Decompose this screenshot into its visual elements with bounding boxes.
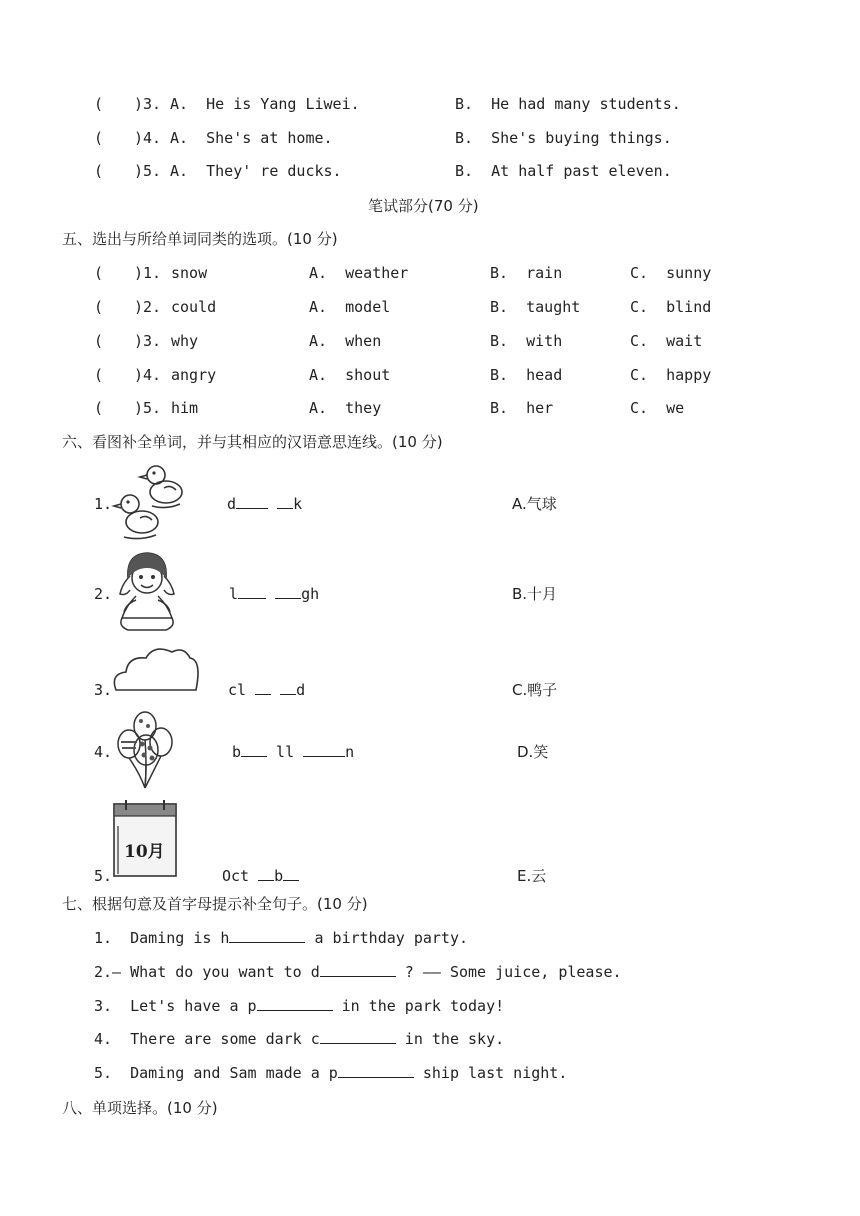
option-a: A. He is Yang Liwei. xyxy=(170,95,360,113)
option-c: C. happy xyxy=(630,366,712,384)
question-number: )2. xyxy=(134,298,162,316)
word-blank-5 xyxy=(222,866,299,886)
given-word: angry xyxy=(171,366,217,384)
answer-paren: ( xyxy=(94,162,104,180)
answer-paren: ( xyxy=(94,298,104,316)
letter-blank[interactable] xyxy=(255,680,271,695)
balloons-icon xyxy=(112,708,178,790)
question-number: )5. xyxy=(134,399,162,417)
letter-blank[interactable] xyxy=(277,494,293,509)
sentence-end: ship last night. xyxy=(413,1064,568,1082)
section-5-title: 五、选出与所给单词同类的选项。(10 分) xyxy=(62,230,338,248)
calendar-icon xyxy=(112,796,180,880)
option-b: B. He had many students. xyxy=(455,95,681,113)
option-a: A. when xyxy=(309,332,382,350)
word-blank-2 xyxy=(229,584,319,604)
word-fragment: d xyxy=(296,681,306,699)
laughing-girl-icon xyxy=(110,548,184,634)
word-blank[interactable] xyxy=(320,1029,396,1044)
written-part-title: 笔试部分(70 分) xyxy=(368,197,479,215)
word-blank[interactable] xyxy=(257,996,333,1011)
sentence-item xyxy=(94,996,504,1016)
calendar-label: 10月 xyxy=(124,842,165,862)
option-c: C. we xyxy=(630,399,685,417)
word-fragment: l xyxy=(229,585,239,603)
option-c: C. sunny xyxy=(630,264,712,282)
word-fragment: d xyxy=(227,495,237,513)
item-number: 3. xyxy=(94,681,113,699)
chinese-meaning: C.鸭子 xyxy=(512,681,558,699)
option-a: A. they xyxy=(309,399,382,417)
question-number: )5. xyxy=(134,162,162,180)
sentence-item xyxy=(94,962,622,982)
chinese-meaning: D.笑 xyxy=(517,743,549,761)
given-word: snow xyxy=(171,264,208,282)
sentence-end: a birthday party. xyxy=(305,929,469,947)
answer-paren: ( xyxy=(94,366,104,384)
letter-blank[interactable] xyxy=(258,866,274,881)
section-8-title: 八、单项选择。(10 分) xyxy=(62,1099,218,1117)
answer-paren: ( xyxy=(94,95,104,113)
answer-paren: ( xyxy=(94,332,104,350)
word-blank-1 xyxy=(227,494,302,514)
ducks-icon xyxy=(108,460,190,542)
question-number: )4. xyxy=(134,129,162,147)
option-a: A. weather xyxy=(309,264,409,282)
option-a: A. They' re ducks. xyxy=(170,162,342,180)
word-fragment: gh xyxy=(301,585,320,603)
letter-blank[interactable] xyxy=(303,742,345,757)
sentence-start: 2.— What do you want to d xyxy=(94,963,320,981)
option-a: A. She's at home. xyxy=(170,129,333,147)
sentence-end: ? —— Some juice, please. xyxy=(395,963,622,981)
word-blank-3 xyxy=(228,680,305,700)
chinese-meaning: B.十月 xyxy=(512,585,558,603)
word-blank[interactable] xyxy=(320,962,396,977)
sentence-end: in the sky. xyxy=(395,1030,505,1048)
calendar-frame xyxy=(112,796,180,880)
item-number: 2. xyxy=(94,585,113,603)
letter-blank[interactable] xyxy=(275,584,301,599)
word-fragment: cl xyxy=(228,681,256,699)
given-word: could xyxy=(171,298,217,316)
question-number: )3. xyxy=(134,95,162,113)
item-number: 5. xyxy=(94,867,113,885)
option-b: B. her xyxy=(490,399,554,417)
given-word: why xyxy=(171,332,199,350)
sentence-item xyxy=(94,1029,504,1049)
word-blank[interactable] xyxy=(229,928,305,943)
letter-blank[interactable] xyxy=(241,742,267,757)
given-word: him xyxy=(171,399,199,417)
chinese-meaning: A.气球 xyxy=(512,495,557,513)
letter-blank[interactable] xyxy=(283,866,299,881)
section-7-title: 七、根据句意及首字母提示补全句子。(10 分) xyxy=(62,895,368,913)
word-fragment: k xyxy=(293,495,303,513)
item-number: 1. xyxy=(94,495,113,513)
sentence-start: 3. Let's have a p xyxy=(94,997,257,1015)
option-b: B. with xyxy=(490,332,563,350)
question-number: )1. xyxy=(134,264,162,282)
letter-blank[interactable] xyxy=(236,494,268,509)
word-fragment: b xyxy=(274,867,284,885)
answer-paren: ( xyxy=(94,399,104,417)
word-blank[interactable] xyxy=(338,1063,414,1078)
question-number: )4. xyxy=(134,366,162,384)
answer-paren: ( xyxy=(94,129,104,147)
option-c: C. blind xyxy=(630,298,712,316)
letter-blank[interactable] xyxy=(280,680,296,695)
word-fragment: ll xyxy=(267,743,304,761)
sentence-item xyxy=(94,1063,567,1083)
word-fragment: b xyxy=(232,743,242,761)
chinese-meaning: E.云 xyxy=(517,867,547,885)
option-a: A. model xyxy=(309,298,391,316)
option-c: C. wait xyxy=(630,332,703,350)
sentence-start: 5. Daming and Sam made a p xyxy=(94,1064,338,1082)
option-b: B. rain xyxy=(490,264,563,282)
word-fragment: Oct xyxy=(222,867,259,885)
word-blank-4 xyxy=(232,742,354,762)
sentence-end: in the park today! xyxy=(332,997,505,1015)
cloud-icon xyxy=(112,646,200,692)
option-b: B. At half past eleven. xyxy=(455,162,672,180)
question-number: )3. xyxy=(134,332,162,350)
letter-blank[interactable] xyxy=(238,584,266,599)
sentence-start: 4. There are some dark c xyxy=(94,1030,320,1048)
answer-paren: ( xyxy=(94,264,104,282)
word-fragment: n xyxy=(345,743,355,761)
option-b: B. head xyxy=(490,366,563,384)
option-b: B. She's buying things. xyxy=(455,129,672,147)
item-number: 4. xyxy=(94,743,113,761)
option-b: B. taught xyxy=(490,298,581,316)
option-a: A. shout xyxy=(309,366,391,384)
section-6-title: 六、看图补全单词，并与其相应的汉语意思连线。(10 分) xyxy=(62,433,443,451)
sentence-start: 1. Daming is h xyxy=(94,929,230,947)
sentence-item xyxy=(94,928,468,948)
